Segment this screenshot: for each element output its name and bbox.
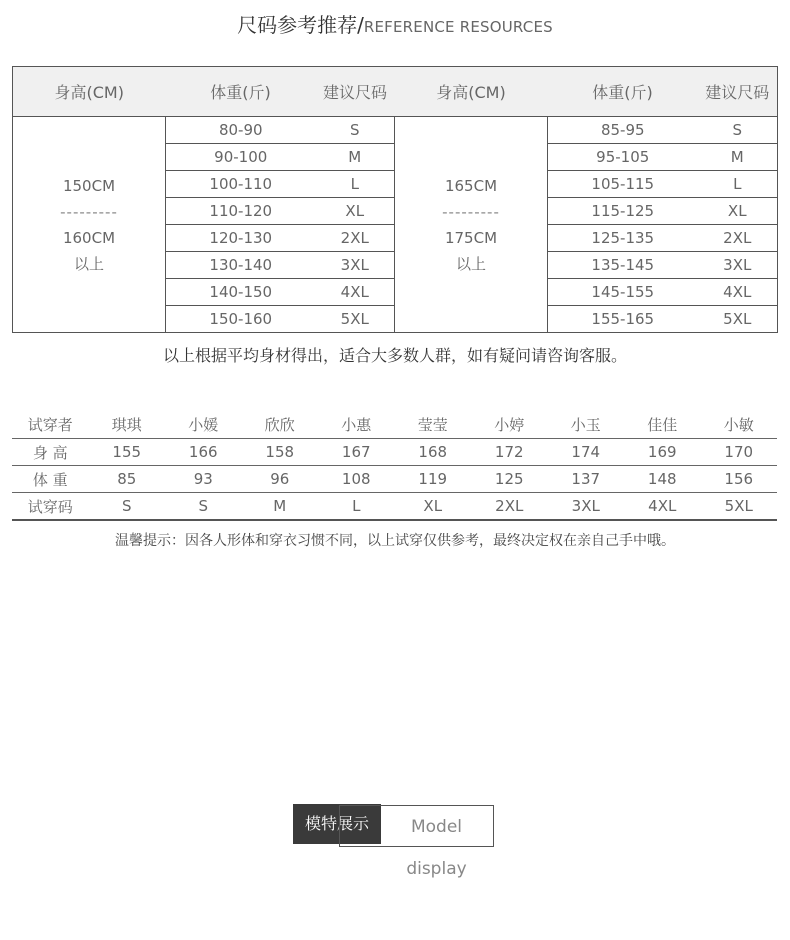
table-cell: 3XL bbox=[548, 493, 625, 521]
table-cell: 167 bbox=[318, 439, 395, 466]
height-band-dash: --------- bbox=[60, 202, 118, 221]
weight-cell: 95-105 bbox=[548, 144, 698, 171]
height-band-from: 165CM bbox=[444, 176, 498, 195]
row-label: 体 重 bbox=[12, 466, 89, 493]
weight-cell: 140-150 bbox=[166, 279, 316, 306]
table-cell: 小敏 bbox=[701, 410, 778, 439]
weight-cell: 130-140 bbox=[166, 252, 316, 279]
table-cell: M bbox=[242, 493, 319, 521]
header-size-right: 建议尺码 bbox=[698, 67, 778, 117]
header-weight-right: 体重(斤) bbox=[548, 67, 698, 117]
size-cell: 3XL bbox=[316, 252, 395, 279]
height-band-left bbox=[13, 117, 166, 333]
table-cell: 169 bbox=[624, 439, 701, 466]
model-display-banner bbox=[293, 804, 494, 879]
weight-cell: 150-160 bbox=[166, 306, 316, 333]
table-cell: 琪琪 bbox=[89, 410, 166, 439]
table-cell: XL bbox=[395, 493, 472, 521]
table-cell: 170 bbox=[701, 439, 778, 466]
table-cell: 156 bbox=[701, 466, 778, 493]
table-row bbox=[12, 493, 777, 521]
height-band-dash: --------- bbox=[442, 202, 500, 221]
header-height-right: 身高(CM) bbox=[395, 67, 548, 117]
size-cell: 5XL bbox=[698, 306, 778, 333]
table-cell: 119 bbox=[395, 466, 472, 493]
size-cell: 5XL bbox=[316, 306, 395, 333]
weight-cell: 85-95 bbox=[548, 117, 698, 144]
weight-cell: 120-130 bbox=[166, 225, 316, 252]
height-band-right bbox=[395, 117, 548, 333]
weight-cell: 125-135 bbox=[548, 225, 698, 252]
table-cell: 2XL bbox=[471, 493, 548, 521]
weight-cell: 145-155 bbox=[548, 279, 698, 306]
table-cell: 85 bbox=[89, 466, 166, 493]
height-band-to: 160CM bbox=[62, 228, 116, 247]
header-height-left: 身高(CM) bbox=[13, 67, 166, 117]
table-cell: 125 bbox=[471, 466, 548, 493]
model-display-en: Model display bbox=[339, 805, 494, 847]
weight-cell: 115-125 bbox=[548, 198, 698, 225]
table-cell: 96 bbox=[242, 466, 319, 493]
table-cell: 小玉 bbox=[548, 410, 625, 439]
weight-cell: 90-100 bbox=[166, 144, 316, 171]
table-cell: 莹莹 bbox=[395, 410, 472, 439]
size-cell: M bbox=[316, 144, 395, 171]
table-cell: 172 bbox=[471, 439, 548, 466]
size-cell: XL bbox=[698, 198, 778, 225]
table-cell: L bbox=[318, 493, 395, 521]
row-label: 身 高 bbox=[12, 439, 89, 466]
height-band-to: 175CM bbox=[444, 228, 498, 247]
header-weight-left: 体重(斤) bbox=[166, 67, 316, 117]
height-band-from: 150CM bbox=[62, 176, 116, 195]
weight-cell: 155-165 bbox=[548, 306, 698, 333]
header-size-left: 建议尺码 bbox=[316, 67, 395, 117]
size-cell: XL bbox=[316, 198, 395, 225]
size-cell: 2XL bbox=[698, 225, 778, 252]
table-cell: 4XL bbox=[624, 493, 701, 521]
table-cell: 148 bbox=[624, 466, 701, 493]
table-cell: 93 bbox=[165, 466, 242, 493]
size-note: 以上根据平均身材得出，适合大多数人群，如有疑问请咨询客服。 bbox=[162, 346, 627, 365]
table-cell: 108 bbox=[318, 466, 395, 493]
table-cell: 5XL bbox=[701, 493, 778, 521]
model-display-cn: 模特展示 bbox=[293, 804, 381, 844]
table-row bbox=[12, 466, 777, 493]
size-cell: S bbox=[316, 117, 395, 144]
fitting-header-row bbox=[12, 410, 777, 439]
table-cell: 佳佳 bbox=[624, 410, 701, 439]
table-cell: 小婷 bbox=[471, 410, 548, 439]
table-cell: 174 bbox=[548, 439, 625, 466]
size-cell: L bbox=[316, 171, 395, 198]
weight-cell: 100-110 bbox=[166, 171, 316, 198]
row-label: 试穿者 bbox=[12, 410, 89, 439]
weight-cell: 135-145 bbox=[548, 252, 698, 279]
table-cell: 欣欣 bbox=[242, 410, 319, 439]
size-reference-table bbox=[12, 66, 778, 333]
table-cell: S bbox=[165, 493, 242, 521]
size-cell: L bbox=[698, 171, 778, 198]
size-cell: S bbox=[698, 117, 778, 144]
table-cell: 155 bbox=[89, 439, 166, 466]
size-cell: 2XL bbox=[316, 225, 395, 252]
table-row bbox=[12, 439, 777, 466]
table-cell: 小媛 bbox=[165, 410, 242, 439]
weight-cell: 110-120 bbox=[166, 198, 316, 225]
height-band-suffix: 以上 bbox=[73, 254, 104, 273]
size-cell: 3XL bbox=[698, 252, 778, 279]
table-cell: 小惠 bbox=[318, 410, 395, 439]
fitting-table bbox=[12, 410, 777, 521]
page-title bbox=[0, 10, 790, 42]
size-table-header bbox=[13, 67, 778, 117]
page-title-cn: 尺码参考推荐/ bbox=[237, 13, 364, 37]
weight-cell: 80-90 bbox=[166, 117, 316, 144]
table-cell: S bbox=[89, 493, 166, 521]
page-title-en: REFERENCE RESOURCES bbox=[363, 18, 553, 36]
table-row bbox=[13, 117, 778, 144]
row-label: 试穿码 bbox=[12, 493, 89, 521]
fitting-tip: 温馨提示：因各人形体和穿衣习惯不同，以上试穿仅供参考，最终决定权在亲自己手中哦。 bbox=[115, 533, 675, 549]
size-cell: 4XL bbox=[698, 279, 778, 306]
table-cell: 166 bbox=[165, 439, 242, 466]
size-cell: 4XL bbox=[316, 279, 395, 306]
table-cell: 168 bbox=[395, 439, 472, 466]
height-band-suffix: 以上 bbox=[455, 254, 486, 273]
table-cell: 158 bbox=[242, 439, 319, 466]
table-cell: 137 bbox=[548, 466, 625, 493]
size-cell: M bbox=[698, 144, 778, 171]
weight-cell: 105-115 bbox=[548, 171, 698, 198]
